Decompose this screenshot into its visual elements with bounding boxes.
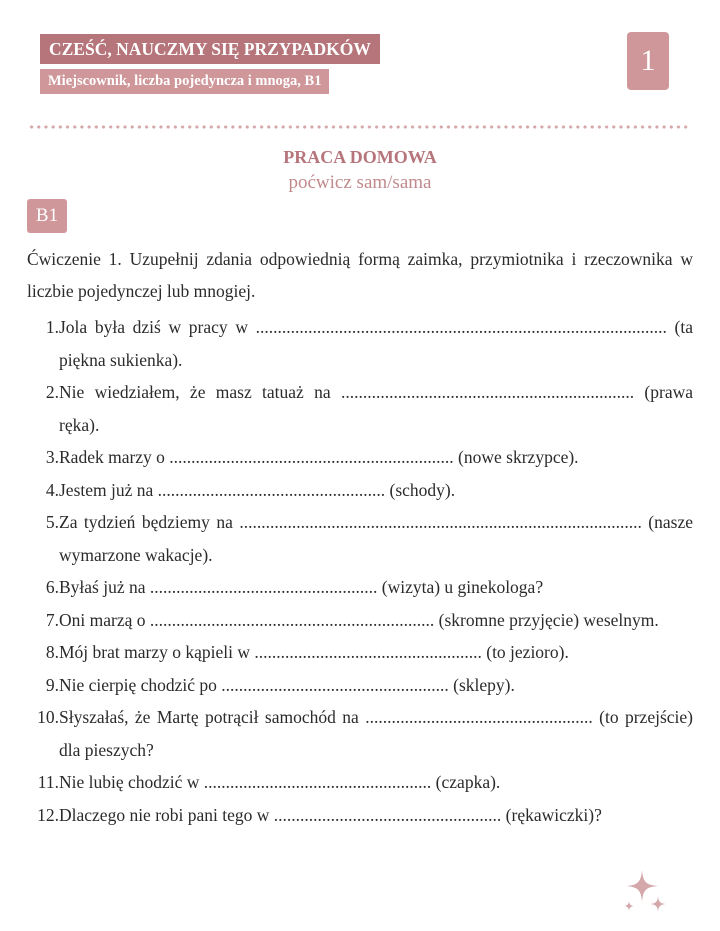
exercise-item — [27, 669, 693, 702]
exercise-item — [27, 506, 693, 571]
lesson-title: CZEŚĆ, NAUCZMY SIĘ PRZYPADKÓW — [40, 34, 380, 64]
exercise-item-number: 10. — [37, 707, 59, 727]
exercise-item-text: Nie lubię chodzić w .................................................... (czapka). — [59, 772, 501, 792]
exercise-item — [27, 441, 693, 474]
exercise-item-number: 5. — [45, 512, 59, 532]
exercise-item — [27, 474, 693, 507]
exercise-item-text: Jola była dziś w pracy w .............................................................................................. (ta piękna sukienka). — [59, 317, 693, 370]
exercise-item-number: 1. — [45, 317, 59, 337]
exercise-item-text: Nie cierpię chodzić po .................................................... (sklepy). — [59, 674, 515, 695]
level-badge: B1 — [27, 199, 67, 233]
exercise-item-number: 9. — [45, 674, 59, 695]
exercise-item — [27, 636, 693, 669]
homework-subtitle: poćwicz sam/sama — [288, 172, 432, 193]
exercise-item-number: 7. — [45, 609, 59, 630]
exercise-item — [27, 701, 693, 766]
exercise-item-text: Oni marzą o ................................................................. (skromne przyjęcie) weselnym. — [59, 609, 659, 630]
exercise-item-number: 12. — [37, 804, 59, 825]
dotted-divider — [28, 124, 690, 130]
lesson-subtitle: Miejscownik, liczba pojedyncza i mnoga, B1 — [40, 69, 329, 94]
exercise-item-text: Byłaś już na .................................................... (wizyta) u ginekologa? — [59, 577, 544, 597]
sparkle-icon — [622, 868, 668, 916]
exercise-item-number: 6. — [45, 577, 59, 597]
exercise-item-number: 4. — [45, 479, 59, 500]
exercise-item — [27, 376, 693, 441]
exercise-item-text: Za tydzień będziemy na ............................................................................................ (nasze wymarzone wakacje). — [59, 512, 693, 565]
exercise-item — [27, 766, 693, 799]
homework-title: PRACA DOMOWA — [283, 147, 437, 167]
exercise-item-text: Jestem już na .................................................... (schody). — [59, 479, 456, 500]
exercise-item — [27, 604, 693, 637]
exercise-item-text: Radek marzy o ................................................................. (nowe skrzypce). — [59, 447, 579, 467]
exercise-item — [27, 571, 693, 604]
exercise-instruction: Ćwiczenie 1. Uzupełnij zdania odpowiednią formą zaimka, przymiotnika i rzeczownika w liczbie pojedynczej lub mnogiej. — [27, 249, 693, 301]
exercise-item-text: Mój brat marzy o kąpieli w .................................................... (to jezioro). — [59, 642, 569, 662]
exercise-item — [27, 799, 693, 832]
exercise-list — [27, 311, 693, 831]
exercise-item-text: Nie wiedziałem, że masz tatuaż na ................................................................... (prawa ręka). — [59, 382, 693, 435]
exercise-item-number: 8. — [45, 642, 59, 662]
exercise-item-number: 11. — [37, 772, 59, 792]
exercise-item-number: 3. — [45, 447, 59, 467]
exercise-item-number: 2. — [45, 382, 59, 402]
exercise-item — [27, 311, 693, 376]
exercise-item-text: Słyszałaś, że Martę potrącił samochód na .................................................... (to przejście) dla pieszych? — [59, 707, 693, 760]
page-number-badge: 1 — [627, 32, 669, 90]
exercise-item-text: Dlaczego nie robi pani tego w .................................................... (rękawiczki)? — [59, 804, 602, 825]
